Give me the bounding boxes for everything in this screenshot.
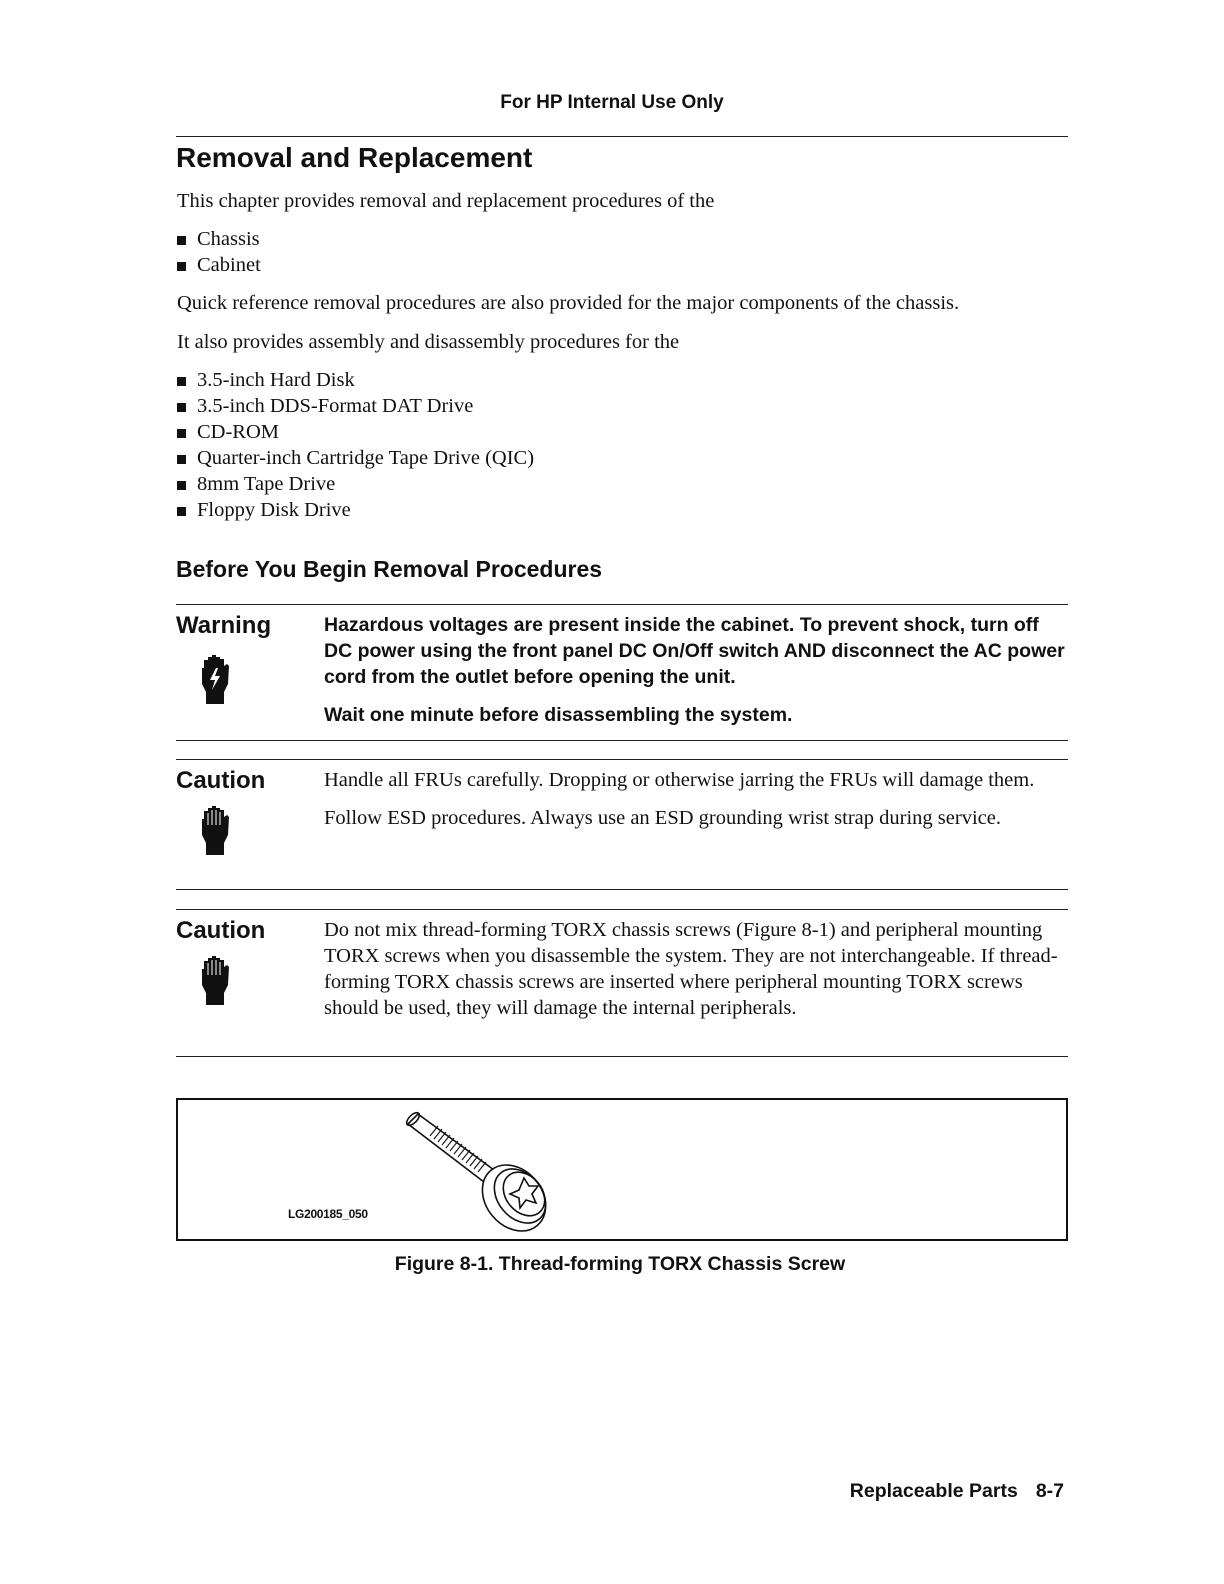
caution-text (324, 767, 1068, 843)
caution-hand-icon (200, 805, 230, 855)
caution-hand-icon (200, 955, 230, 1005)
assembly-list (177, 367, 534, 523)
note-bottom-rule (176, 889, 1068, 890)
intro-paragraph: This chapter provides removal and replacement procedures of the (177, 190, 715, 212)
note-top-rule (176, 909, 1068, 910)
note-top-rule (176, 604, 1068, 605)
warning-paragraph: Hazardous voltages are present inside the cabinet. To prevent shock, turn off DC power using the front panel DC On/Off switch AND disconnect the AC power cord from the outlet before opening the unit. (324, 614, 1065, 688)
bullet-icon (177, 377, 186, 386)
bullet-icon (177, 507, 186, 516)
section-title: Before You Begin Removal Procedures (176, 556, 603, 582)
caution-label: Caution (176, 917, 266, 944)
list-item: Chassis (177, 226, 261, 252)
warning-label: Warning (176, 612, 272, 639)
bullet-icon (177, 481, 186, 490)
figure-caption: Figure 8-1. Thread-forming TORX Chassis Screw (394, 1253, 846, 1275)
assembly-paragraph: It also provides assembly and disassembly procedures for the (177, 331, 680, 353)
caution-text (324, 917, 1068, 1033)
hazard-hand-icon (200, 654, 230, 704)
note-bottom-rule (176, 1056, 1068, 1057)
page-number: 8-7 (1035, 1480, 1064, 1502)
figure-frame (176, 1098, 1068, 1241)
bullet-icon (177, 262, 186, 271)
list-item: 3.5-inch Hard Disk (177, 367, 534, 393)
caution-paragraph: Handle all FRUs carefully. Dropping or otherwise jarring the FRUs will damage them. (324, 769, 1035, 791)
torx-screw-illustration (396, 1108, 566, 1236)
warning-paragraph: Wait one minute before disassembling the system. (324, 704, 793, 726)
footer-section: Replaceable Parts (849, 1480, 1018, 1502)
note-top-rule (176, 759, 1068, 760)
figure-id-label: LG200185_050 (288, 1207, 368, 1221)
bullet-icon (177, 236, 186, 245)
intro-list (177, 226, 261, 278)
caution-label: Caution (176, 767, 266, 794)
page-header: For HP Internal Use Only (500, 92, 724, 113)
bullet-icon (177, 455, 186, 464)
bullet-icon (177, 429, 186, 438)
list-item: CD-ROM (177, 419, 534, 445)
bullet-icon (177, 403, 186, 412)
list-item: 8mm Tape Drive (177, 471, 534, 497)
header-rule (176, 136, 1068, 137)
page-footer (850, 1480, 1064, 1503)
list-item: 3.5-inch DDS-Format DAT Drive (177, 393, 534, 419)
quick-reference-paragraph: Quick reference removal procedures are also provided for the major components of the chassis. (177, 292, 960, 314)
list-item: Quarter-inch Cartridge Tape Drive (QIC) (177, 445, 534, 471)
warning-text (324, 612, 1068, 740)
caution-paragraph: Follow ESD procedures. Always use an ESD grounding wrist strap during service. (324, 807, 1001, 829)
caution-paragraph: Do not mix thread-forming TORX chassis screws (Figure 8-1) and peripheral mounting TORX screws when you disassemble the system. They are not interchangeable. If thread-forming TORX chassis screws are inserted where peripheral mounting TORX screws should be used, they will damage the internal peripherals. (324, 919, 1058, 1019)
list-item: Cabinet (177, 252, 261, 278)
page-title: Removal and Replacement (176, 142, 533, 173)
note-bottom-rule (176, 740, 1068, 741)
list-item: Floppy Disk Drive (177, 497, 534, 523)
